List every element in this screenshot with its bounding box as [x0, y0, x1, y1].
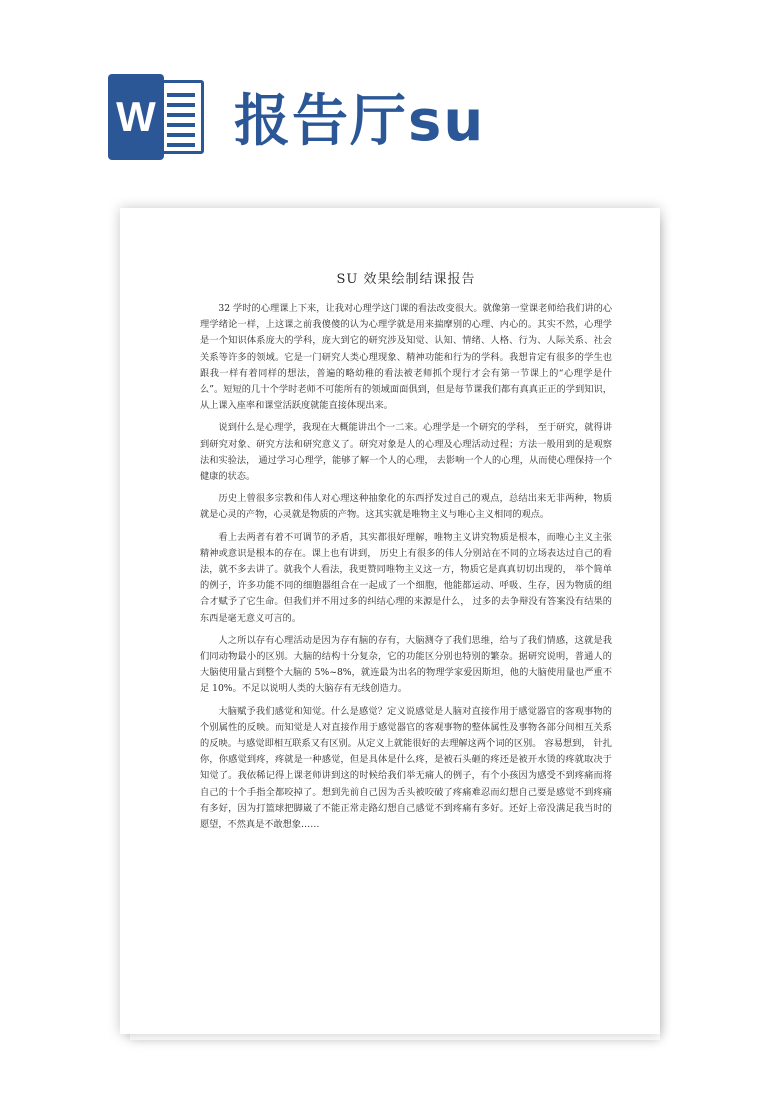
word-document-icon — [108, 74, 208, 160]
paragraph: 大脑赋予我们感觉和知觉。什么是感觉？定义说感觉是人脑对直接作用于感觉器官的客观事物的个别属性的反映。而知觉是人对直接作用于感觉器官的客观事物的整体属性及事物各部分间相互关系的反映。与感觉即相互联系又有区别。从定义上就能很好的去理解这两个词的区别。 容易想到， 针扎你，你感觉到疼，疼就是一种感觉，但是具体是什么疼，是被石头砸的疼还是被开水烫的疼就取决于知觉了。我依稀记得上课老师讲到这的时候给我们举无痛人的例子，有个小孩因为感受不到疼痛而将自己的十个手指全都咬掉了。想到先前自己因为舌头被咬破了疼痛难忍而幻想自己要是感觉不到疼痛有多好，因为打篮球把脚崴了不能正常走路幻想自己感觉不到疼痛有多好。还好上帝没满足我当时的愿望，不然真是不敢想象…… — [200, 705, 612, 831]
paragraph: 看上去两者有着不可调节的矛盾，其实都很好理解，唯物主义讲究物质是根本，而唯心主义主张精神或意识是根本的存在。课上也有讲到， 历史上有很多的伟人分别站在不同的立场表达过自己的看法，就不多去讲了。就我个人看法，我更赞同唯物主义这一方，物质它是真真切切出现的， 举个简单的例子，许多功能不同的细胞器组合在一起成了一个细胞，他能都运动、呼吸、生存，因为物质的组合才赋予了它生命。但我们并不用过多的纠结心理的来源是什么， 过多的去争辩没有答案没有结果的东西是毫无意义可言的。 — [200, 531, 612, 624]
document-content — [200, 268, 612, 839]
word-icon-letter: W — [108, 74, 164, 160]
paragraph: 历史上曾很多宗教和伟人对心理这种抽象化的东西抒发过自己的观点，总结出来无非两种，物质就是心灵的产物，心灵就是物质的产物。这其实就是唯物主义与唯心主义相同的观点。 — [200, 493, 612, 521]
page-title: 报告厅su — [234, 89, 486, 154]
paragraph: 人之所以存有心理活动是因为存有脑的存有，大脑测夺了我们思维，给与了我们情感，这就是我们同动物最小的区别。大脑的结构十分复杂，它的功能区分别也特别的繁杂。据研究说明，普通人的大脑使用量占到整个大脑的 5%~8%，就连最为出名的物理学家爱因斯坦，他的大脑使用量也严重不足 10%。不足以说明人类的大脑存有无线创造力。 — [200, 634, 612, 695]
watermark: ⁠ — [15, 120, 25, 150]
paragraph: 32 学时的心理课上下来，让我对心理学这门课的看法改变很大。就像第一堂课老师给我们讲的心理学绪论一样，上这课之前我傻傻的认为心理学就是用来揣摩别的心理、内心的。其实不然，心理学是一个知识体系庞大的学科，庞大到它的研究涉及知觉、认知、情绪、人格、行为、人际关系、社会关系等许多的领域。它是一门研究人类心理现象、精神功能和行为的学科。我想肯定有很多的学生也跟我一样有着同样的想法，普遍的略幼稚的看法被老师抓个现行才会有第一节课上的“心理学是什么”。短短的几十个学时老师不可能所有的领域面面俱到，但是每节课我们都有真真正正的学到知识，从上课入座率和课堂活跃度就能直接体现出来。 — [200, 303, 612, 412]
paragraph: 说到什么是心理学，我现在大概能讲出个一二来。心理学是一个研究的学科， 至于研究，就得讲到研究对象、研究方法和研究意义了。研究对象是人的心理及心理活动过程；方法一般用到的是观察法和实验法， 通过学习心理学，能够了解一个人的心理， 去影响一个人的心理，从而使心理保持一个健康的状态。 — [200, 422, 612, 483]
document-title: SU 效果绘制结课报告 — [336, 272, 476, 287]
header — [108, 72, 485, 162]
